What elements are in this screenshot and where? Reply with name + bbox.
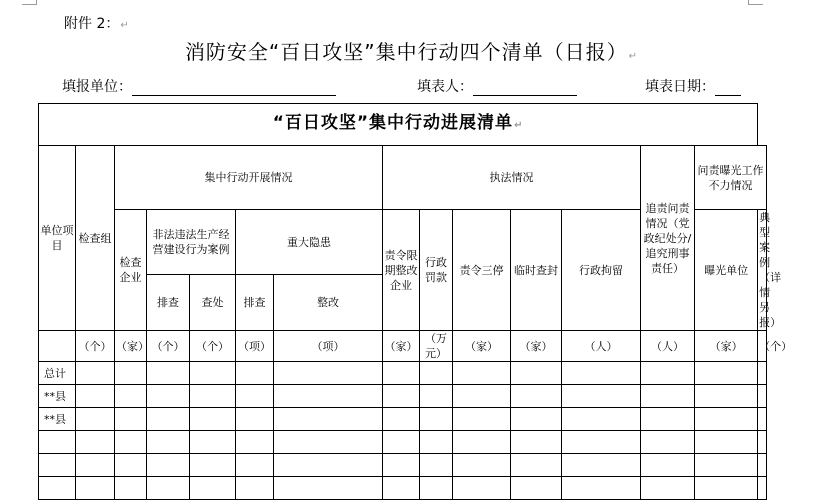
data-cell[interactable] (453, 431, 511, 454)
data-cell[interactable] (758, 431, 767, 454)
data-cell[interactable] (562, 385, 641, 408)
unit-cell: （家） (115, 331, 147, 362)
data-cell[interactable] (190, 362, 236, 385)
unit-label: 填报单位： (62, 79, 132, 95)
data-cell[interactable] (147, 454, 190, 477)
data-cell[interactable] (562, 477, 641, 500)
data-cell[interactable] (236, 408, 274, 431)
data-cell[interactable] (383, 431, 420, 454)
table-row (39, 431, 767, 454)
unit-cell: （个） (147, 331, 190, 362)
data-cell[interactable] (147, 431, 190, 454)
data-cell[interactable] (511, 431, 562, 454)
meta-person (417, 76, 577, 96)
data-cell[interactable] (511, 454, 562, 477)
header-inspection-group: 检查组 (76, 146, 115, 331)
data-cell[interactable] (236, 362, 274, 385)
data-cell[interactable] (115, 454, 147, 477)
row-label: **县 (39, 408, 76, 431)
data-cell[interactable] (383, 362, 420, 385)
data-cell[interactable] (274, 477, 383, 500)
data-cell[interactable] (115, 477, 147, 500)
row-label (39, 454, 76, 477)
unit-cell: （万元） (420, 331, 453, 362)
date-blank-line[interactable] (715, 81, 741, 96)
meta-unit (62, 76, 336, 96)
data-rows (39, 362, 767, 500)
page-corner-mark-left (22, 0, 37, 5)
data-cell[interactable] (562, 431, 641, 454)
data-cell[interactable] (190, 408, 236, 431)
data-cell[interactable] (420, 431, 453, 454)
data-cell[interactable] (695, 454, 758, 477)
table-row (39, 362, 767, 385)
data-cell[interactable] (420, 477, 453, 500)
date-label: 填表日期： (645, 79, 715, 95)
data-cell[interactable] (190, 477, 236, 500)
data-cell[interactable] (147, 362, 190, 385)
header-illegal-cases: 非法违法生产经营建设行为案例 (147, 210, 236, 275)
data-cell[interactable] (147, 477, 190, 500)
header-inspected-enterprise: 检查企业 (115, 210, 147, 331)
data-cell[interactable] (236, 385, 274, 408)
data-cell[interactable] (383, 477, 420, 500)
data-cell[interactable] (236, 454, 274, 477)
paragraph-mark-icon: ↵ (120, 20, 129, 31)
data-cell[interactable] (383, 385, 420, 408)
table-row (39, 477, 767, 500)
data-cell[interactable] (115, 362, 147, 385)
unit-cell: （家） (383, 331, 420, 362)
row-label: 总计 (39, 362, 76, 385)
data-cell[interactable] (420, 408, 453, 431)
data-cell[interactable] (641, 408, 695, 431)
header-campaign: 集中行动开展情况 (115, 146, 383, 210)
data-cell[interactable] (76, 454, 115, 477)
data-cell[interactable] (115, 431, 147, 454)
data-cell[interactable] (695, 408, 758, 431)
unit-cell: （家） (695, 331, 758, 362)
header-temp-seal: 临时查封 (511, 210, 562, 331)
data-cell[interactable] (453, 477, 511, 500)
data-cell[interactable] (420, 362, 453, 385)
header-handle: 查处 (190, 275, 236, 331)
data-cell[interactable] (758, 362, 767, 385)
unit-cell: （家） (453, 331, 511, 362)
header-suspend: 责令三停 (453, 210, 511, 331)
header-fine: 行政罚款 (420, 210, 453, 331)
table-title (39, 104, 758, 146)
data-cell[interactable] (190, 431, 236, 454)
data-cell[interactable] (453, 362, 511, 385)
row-label (39, 431, 76, 454)
data-cell[interactable] (641, 385, 695, 408)
data-cell[interactable] (274, 431, 383, 454)
header-accountability: 追责问责情况（党政纪处分/追究刑事责任） (641, 146, 695, 331)
unit-cell: （个） (76, 331, 115, 362)
data-cell[interactable] (562, 362, 641, 385)
data-cell[interactable] (274, 362, 383, 385)
data-cell[interactable] (758, 385, 767, 408)
unit-cell: （人） (641, 331, 695, 362)
data-cell[interactable] (274, 454, 383, 477)
data-cell[interactable] (453, 385, 511, 408)
data-cell[interactable] (695, 477, 758, 500)
data-cell[interactable] (420, 454, 453, 477)
data-cell[interactable] (511, 385, 562, 408)
data-cell[interactable] (758, 454, 767, 477)
document-title (0, 36, 823, 65)
data-cell[interactable] (695, 385, 758, 408)
data-cell[interactable] (274, 408, 383, 431)
data-cell[interactable] (511, 362, 562, 385)
unit-cell: （家） (511, 331, 562, 362)
table-row (39, 385, 767, 408)
data-cell[interactable] (190, 454, 236, 477)
data-cell[interactable] (383, 454, 420, 477)
meta-date (645, 76, 741, 96)
paragraph-mark-icon: ↵ (514, 120, 524, 131)
header-detention: 行政拘留 (562, 210, 641, 331)
header-enforcement: 执法情况 (383, 146, 641, 210)
data-cell[interactable] (147, 385, 190, 408)
attachment-label (64, 13, 129, 33)
data-cell[interactable] (76, 362, 115, 385)
header-exposure: 问责曝光工作不力情况 (695, 146, 767, 210)
data-cell[interactable] (758, 408, 767, 431)
data-cell[interactable] (115, 385, 147, 408)
data-cell[interactable] (511, 477, 562, 500)
data-cell[interactable] (190, 385, 236, 408)
data-cell[interactable] (76, 431, 115, 454)
data-cell[interactable] (562, 454, 641, 477)
data-cell[interactable] (76, 408, 115, 431)
paragraph-mark-icon: ↵ (628, 51, 639, 62)
data-cell[interactable] (562, 408, 641, 431)
unit-cell: （个） (190, 331, 236, 362)
table-row (39, 454, 767, 477)
unit-cell: （个） (758, 331, 767, 362)
header-check-1: 排查 (147, 275, 190, 331)
data-cell[interactable] (383, 408, 420, 431)
header-check-2: 排查 (236, 275, 274, 331)
unit-blank-line[interactable] (132, 81, 336, 96)
document-title-text: 消防安全“百日攻坚”集中行动四个清单（日报） (184, 40, 628, 64)
data-cell[interactable] (274, 385, 383, 408)
page-corner-mark-right (748, 0, 763, 5)
row-label: **县 (39, 385, 76, 408)
data-cell[interactable] (641, 454, 695, 477)
header-typical-cases: 典型案例（详情另报） (759, 211, 782, 329)
unit-cell: （项） (236, 331, 274, 362)
attachment-text: 附件 2： (64, 16, 120, 32)
header-rectify: 整改 (274, 275, 383, 331)
data-cell[interactable] (236, 431, 274, 454)
data-cell[interactable] (511, 408, 562, 431)
data-cell[interactable] (147, 408, 190, 431)
data-cell[interactable] (76, 385, 115, 408)
data-cell[interactable] (420, 385, 453, 408)
table-title-text: “百日攻坚”集中行动进展清单 (272, 113, 514, 133)
header-deadline-rectify: 责令限期整改企业 (383, 210, 420, 331)
header-unit-item: 单位项目 (39, 146, 76, 331)
data-cell[interactable] (76, 477, 115, 500)
person-label: 填表人： (417, 79, 473, 95)
progress-table (38, 103, 793, 500)
table-row (39, 408, 767, 431)
data-cell[interactable] (115, 408, 147, 431)
data-cell[interactable] (641, 362, 695, 385)
data-cell[interactable] (758, 477, 767, 500)
unit-cell-blank (39, 331, 76, 362)
row-label (39, 477, 76, 500)
data-cell[interactable] (236, 477, 274, 500)
data-cell[interactable] (695, 431, 758, 454)
unit-cell: （项） (274, 331, 383, 362)
unit-cell: （人） (562, 331, 641, 362)
header-major-hazards: 重大隐患 (236, 210, 383, 275)
data-cell[interactable] (695, 362, 758, 385)
data-cell[interactable] (453, 408, 511, 431)
header-exposed-unit: 曝光单位 (695, 210, 758, 331)
data-cell[interactable] (641, 431, 695, 454)
data-cell[interactable] (641, 477, 695, 500)
data-cell[interactable] (453, 454, 511, 477)
person-blank-line[interactable] (473, 81, 577, 96)
